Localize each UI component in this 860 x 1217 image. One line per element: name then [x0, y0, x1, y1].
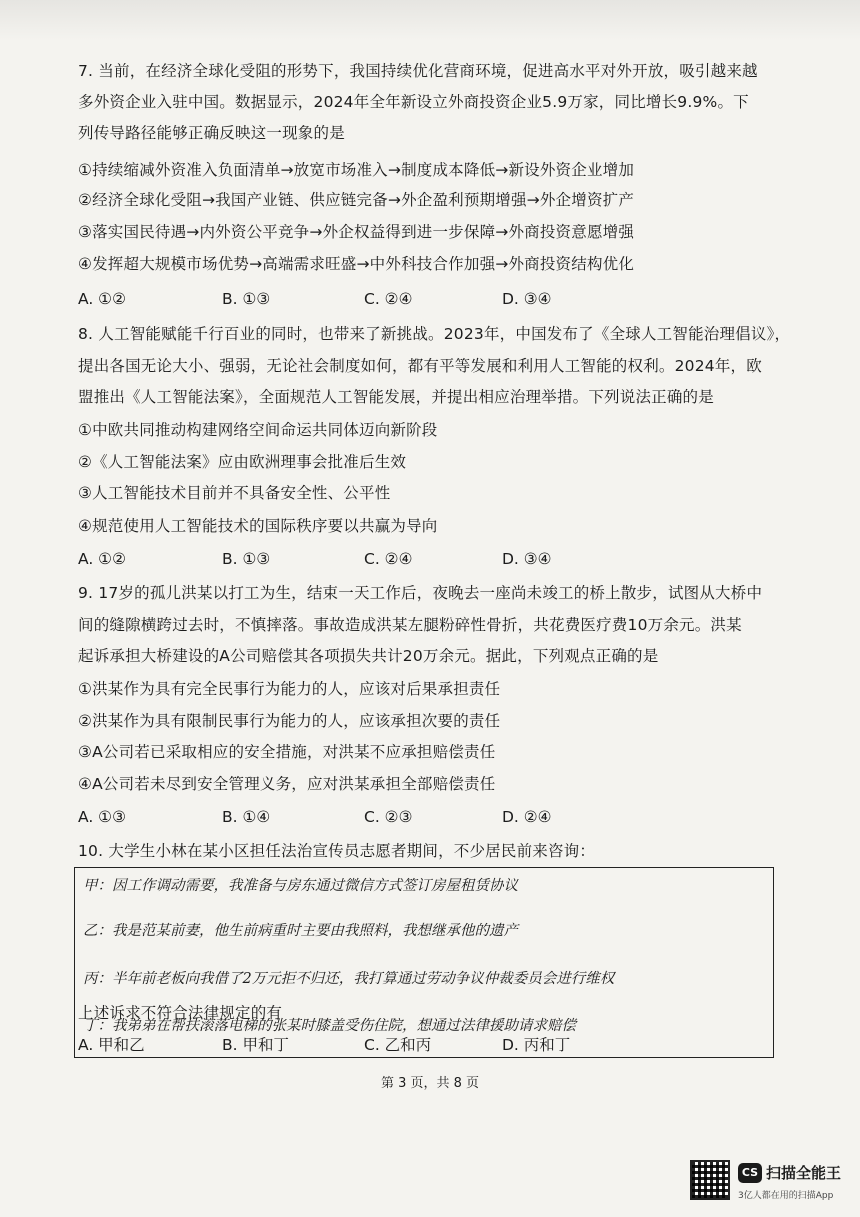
q7-item-1: ①持续缩减外资准入负面清单→放宽市场准入→制度成本降低→新设外资企业增加	[78, 161, 635, 179]
q9-item-4: ④A公司若未尽到安全管理义务，应对洪某承担全部赔偿责任	[78, 775, 496, 793]
q9-options	[78, 806, 798, 828]
q10-stem-line-1: 10. 大学生小林在某小区担任法治宣传员志愿者期间，不少居民前来咨询：	[78, 842, 596, 860]
q9-option-a: A. ①③	[78, 808, 126, 826]
q7-stem-line-2: 多外资企业入驻中国。数据显示，2024年全年新设立外商投资企业5.9万家，同比增长9.9%。下	[78, 93, 749, 111]
q9-item-2: ②洪某作为具有限制民事行为能力的人，应该承担次要的责任	[78, 712, 501, 730]
q8-option-b: B. ①③	[222, 550, 271, 568]
q10-box-line-jia: 甲：因工作调动需要，我准备与房东通过微信方式签订房屋租赁协议	[83, 878, 518, 894]
q7-stem-line-3: 列传导路径能够正确反映这一现象的是	[78, 124, 345, 142]
qr-code-icon	[690, 1160, 730, 1200]
scanner-brand-name: 扫描全能王	[766, 1164, 842, 1182]
q7-option-d: D. ③④	[502, 290, 552, 308]
q7-options	[78, 288, 798, 310]
q10-option-a: A. 甲和乙	[78, 1036, 145, 1054]
q10-option-d: D. 丙和丁	[502, 1036, 571, 1054]
q10-after-line: 上述诉求不符合法律规定的有	[78, 1004, 283, 1022]
scan-shadow	[0, 0, 860, 40]
q9-option-d: D. ②④	[502, 808, 552, 826]
q8-option-c: C. ②④	[364, 550, 413, 568]
camscanner-logo-icon: CS	[738, 1163, 762, 1183]
q9-stem-line-1: 9. 17岁的孤儿洪某以打工为生，结束一天工作后，夜晚去一座尚未竣工的桥上散步，试图从大桥中	[78, 584, 763, 602]
q7-item-3: ③落实国民待遇→内外资公平竞争→外企权益得到进一步保障→外商投资意愿增强	[78, 223, 635, 241]
q9-stem-line-2: 间的缝隙横跨过去时，不慎摔落。事故造成洪某左腿粉碎性骨折，共花费医疗费10万余元。洪某	[78, 616, 742, 634]
q7-option-a: A. ①②	[78, 290, 126, 308]
q10-options	[78, 1034, 798, 1056]
q9-item-1: ①洪某作为具有完全民事行为能力的人，应该对后果承担责任	[78, 680, 501, 698]
q8-item-2: ②《人工智能法案》应由欧洲理事会批准后生效	[78, 453, 407, 471]
q10-box-line-bing: 丙：半年前老板向我借了2万元拒不归还，我打算通过劳动争议仲裁委员会进行维权	[83, 971, 615, 987]
q8-stem-line-3: 盟推出《人工智能法案》，全面规范人工智能发展，并提出相应治理举措。下列说法正确的是	[78, 388, 714, 406]
q8-option-a: A. ①②	[78, 550, 126, 568]
q8-options	[78, 548, 798, 570]
q9-option-b: B. ①④	[222, 808, 271, 826]
q9-option-c: C. ②③	[364, 808, 413, 826]
q8-item-4: ④规范使用人工智能技术的国际秩序要以共赢为导向	[78, 517, 438, 535]
q9-stem-line-3: 起诉承担大桥建设的A公司赔偿其各项损失共计20万余元。据此，下列观点正确的是	[78, 647, 659, 665]
q8-item-1: ①中欧共同推动构建网络空间命运共同体迈向新阶段	[78, 421, 438, 439]
q8-option-d: D. ③④	[502, 550, 552, 568]
q10-option-c: C. 乙和丙	[364, 1036, 432, 1054]
q7-item-2: ②经济全球化受阻→我国产业链、供应链完备→外企盈利预期增强→外企增资扩产	[78, 191, 635, 209]
q7-item-4: ④发挥超大规模市场优势→高端需求旺盛→中外科技合作加强→外商投资结构优化	[78, 255, 635, 273]
q8-item-3: ③人工智能技术目前并不具备安全性、公平性	[78, 484, 391, 502]
q7-option-c: C. ②④	[364, 290, 413, 308]
q8-stem-line-1: 8. 人工智能赋能千行百业的同时，也带来了新挑战。2023年，中国发布了《全球人工智能治理倡议》，	[78, 325, 791, 343]
q10-option-b: B. 甲和丁	[222, 1036, 289, 1054]
q7-option-b: B. ①③	[222, 290, 271, 308]
q8-stem-line-2: 提出各国无论大小、强弱，无论社会制度如何，都有平等发展和利用人工智能的权利。2024年，欧	[78, 357, 762, 375]
q10-box-line-ding: 丁：我弟弟在帮扶滚落电梯的张某时膝盖受伤住院，想通过法律援助请求赔偿	[83, 1018, 576, 1034]
q7-stem-line-1: 7. 当前，在经济全球化受阻的形势下，我国持续优化营商环境，促进高水平对外开放，吸引越来越	[78, 62, 758, 80]
scanner-tagline: 3亿人都在用的扫描App	[738, 1191, 834, 1201]
q10-box-line-yi: 乙：我是范某前妻，他生前病重时主要由我照料，我想继承他的遗产	[83, 923, 518, 939]
q10-consultation-box	[74, 867, 774, 1058]
q9-item-3: ③A公司若已采取相应的安全措施，对洪某不应承担赔偿责任	[78, 743, 496, 761]
page-number-footer: 第 3 页，共 8 页	[380, 1076, 480, 1091]
